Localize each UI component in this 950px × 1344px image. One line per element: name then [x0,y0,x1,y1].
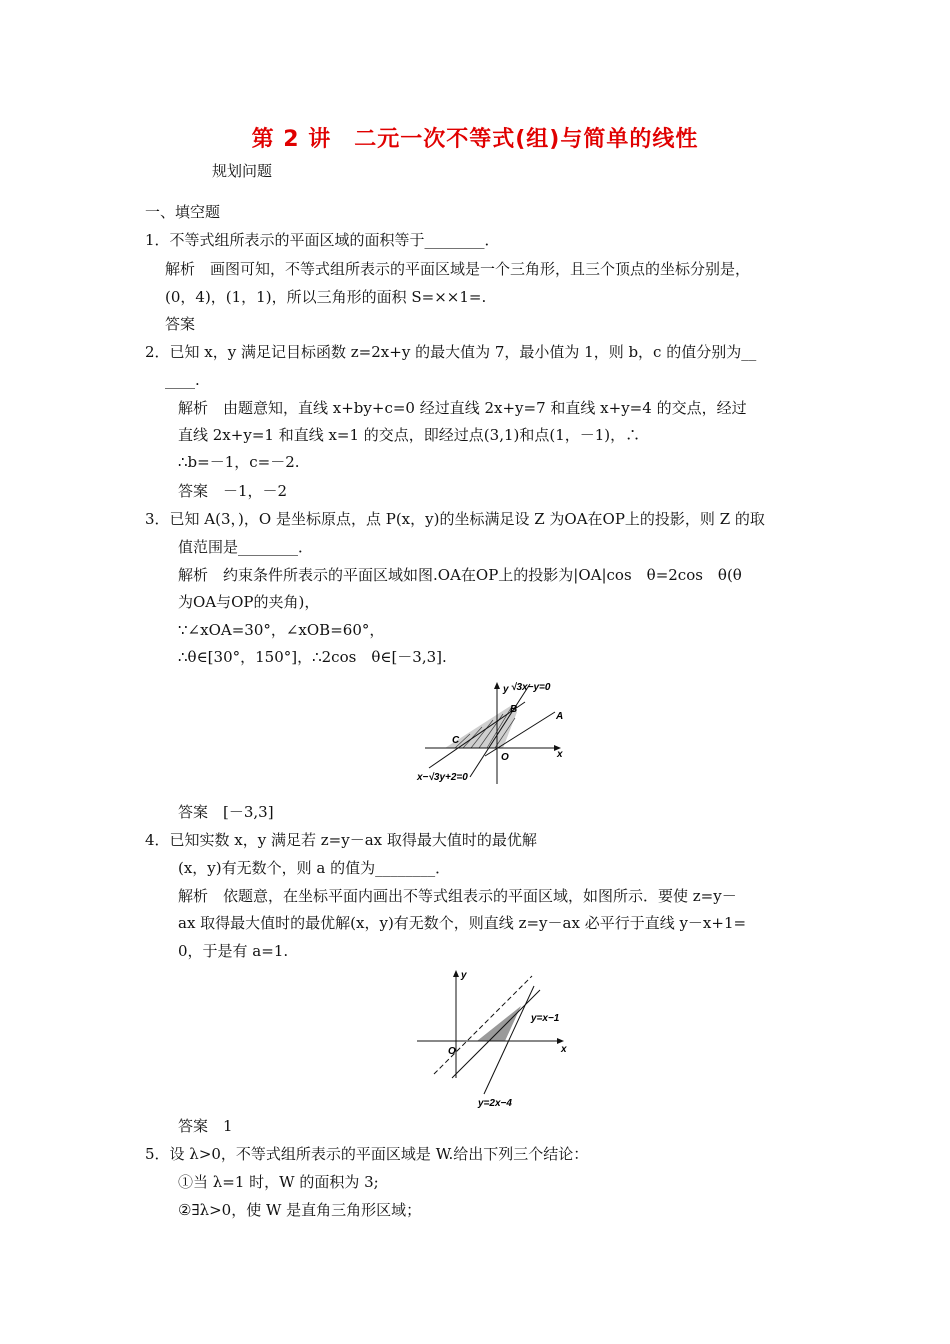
answer-4: 答案 1 [178,1117,233,1135]
figure-1-label-a: A [556,711,564,722]
figure-1 [415,672,575,787]
figure-2-dashed-line [434,976,532,1074]
figure-2 [412,966,577,1108]
question-5: 5．设 λ>0，不等式组所表示的平面区域是 W.给出下列三个结论： [145,1145,589,1163]
analysis-3-line-1: 解析 约束条件所表示的平面区域如图.OA在OP上的投影为|OA|cos θ=2cos θ(θ [178,566,742,584]
analysis-2-line-2: 直线 2x+y=1 和直线 x=1 的交点，即经过点(3,1)和点(1，－1)，∴ [178,426,641,444]
analysis-3-line-2: 为OA与OP的夹角)， [178,593,320,611]
answer-2: 答案 －1，－2 [178,482,288,500]
question-1: 1．不等式组所表示的平面区域的面积等于________． [145,231,500,249]
analysis-2-line-3: ∴b=－1，c=－2. [178,453,300,471]
conclusion-1: ①当 λ=1 时，W 的面积为 3; [178,1173,379,1191]
question-3: 3．已知 A(3，)，O 是坐标原点，点 P(x，y)的坐标满足设 Z 为OA在OP上的投影，则 Z 的取 [145,510,765,528]
figure-2-label-o: O [448,1046,456,1057]
analysis-1-line-2: (0，4)，(1，1)，所以三角形的面积 S=××1=. [165,288,487,306]
analysis-3-line-4: ∴θ∈[30°，150°]，∴2cos θ∈[－3,3]. [178,648,447,666]
figure-2-label-line1: y=x−1 [531,1013,560,1024]
answer-3: 答案 [－3,3] [178,803,274,821]
figure-1-label-y: y [503,684,509,695]
question-3-cont: 值范围是________． [178,538,314,556]
analysis-3-line-3: ∵∠xOA=30°，∠xOB=60°， [178,621,385,639]
figure-2-y-arrow [453,970,459,977]
analysis-2-line-1: 解析 由题意知，直线 x+by+c=0 经过直线 2x+y=7 和直线 x+y=4 的交点，经过 [178,399,747,417]
figure-1-y-arrow [494,682,500,689]
analysis-4-line-2: ax 取得最大值时的最优解(x，y)有无数个，则直线 z=y－ax 必平行于直线 y－x+1= [178,914,747,932]
question-2: 2．已知 x，y 满足记目标函数 z=2x+y 的最大值为 7，最小值为 1，则 b，c 的值分别为__ [145,343,757,361]
figure-2-label-line2: y=2x−4 [478,1098,512,1108]
figure-1-label-c: C [452,735,460,746]
figure-2-shaded-region [477,1006,521,1041]
analysis-4-line-1: 解析 依题意，在坐标平面内画出不等式组表示的平面区域，如图所示．要使 z=y－ [178,887,737,905]
question-4-cont: (x，y)有无数个，则 a 的值为________． [178,859,451,877]
analysis-4-line-3: 0，于是有 a=1. [178,942,289,960]
analysis-1-line-1: 解析 画图可知，不等式组所表示的平面区域是一个三角形，且三个顶点的坐标分别是， [165,260,751,278]
page-subtitle: 规划问题 [212,162,273,180]
page-title: 第 2 讲 二元一次不等式(组)与简单的线性 [251,127,699,152]
section-heading: 一、填空题 [145,203,221,221]
figure-1-label-line-top: √3x−y=0 [511,682,551,693]
question-4: 4．已知实数 x，y 满足若 z=y－ax 取得最大值时的最优解 [145,831,537,849]
figure-1-label-o: O [501,752,509,763]
figure-2-label-x: x [561,1044,567,1055]
figure-1-label-x: x [557,749,563,760]
conclusion-2: ②∃λ>0，使 W 是直角三角形区域； [178,1201,422,1219]
figure-1-label-line-bottom: x−√3y+2=0 [417,772,468,783]
figure-1-label-b: B [510,704,518,715]
figure-2-line-y-x-1 [452,990,540,1078]
answer-1: 答案 [165,315,196,333]
question-2-cont: ____. [165,371,200,389]
figure-2-label-y: y [461,970,467,981]
